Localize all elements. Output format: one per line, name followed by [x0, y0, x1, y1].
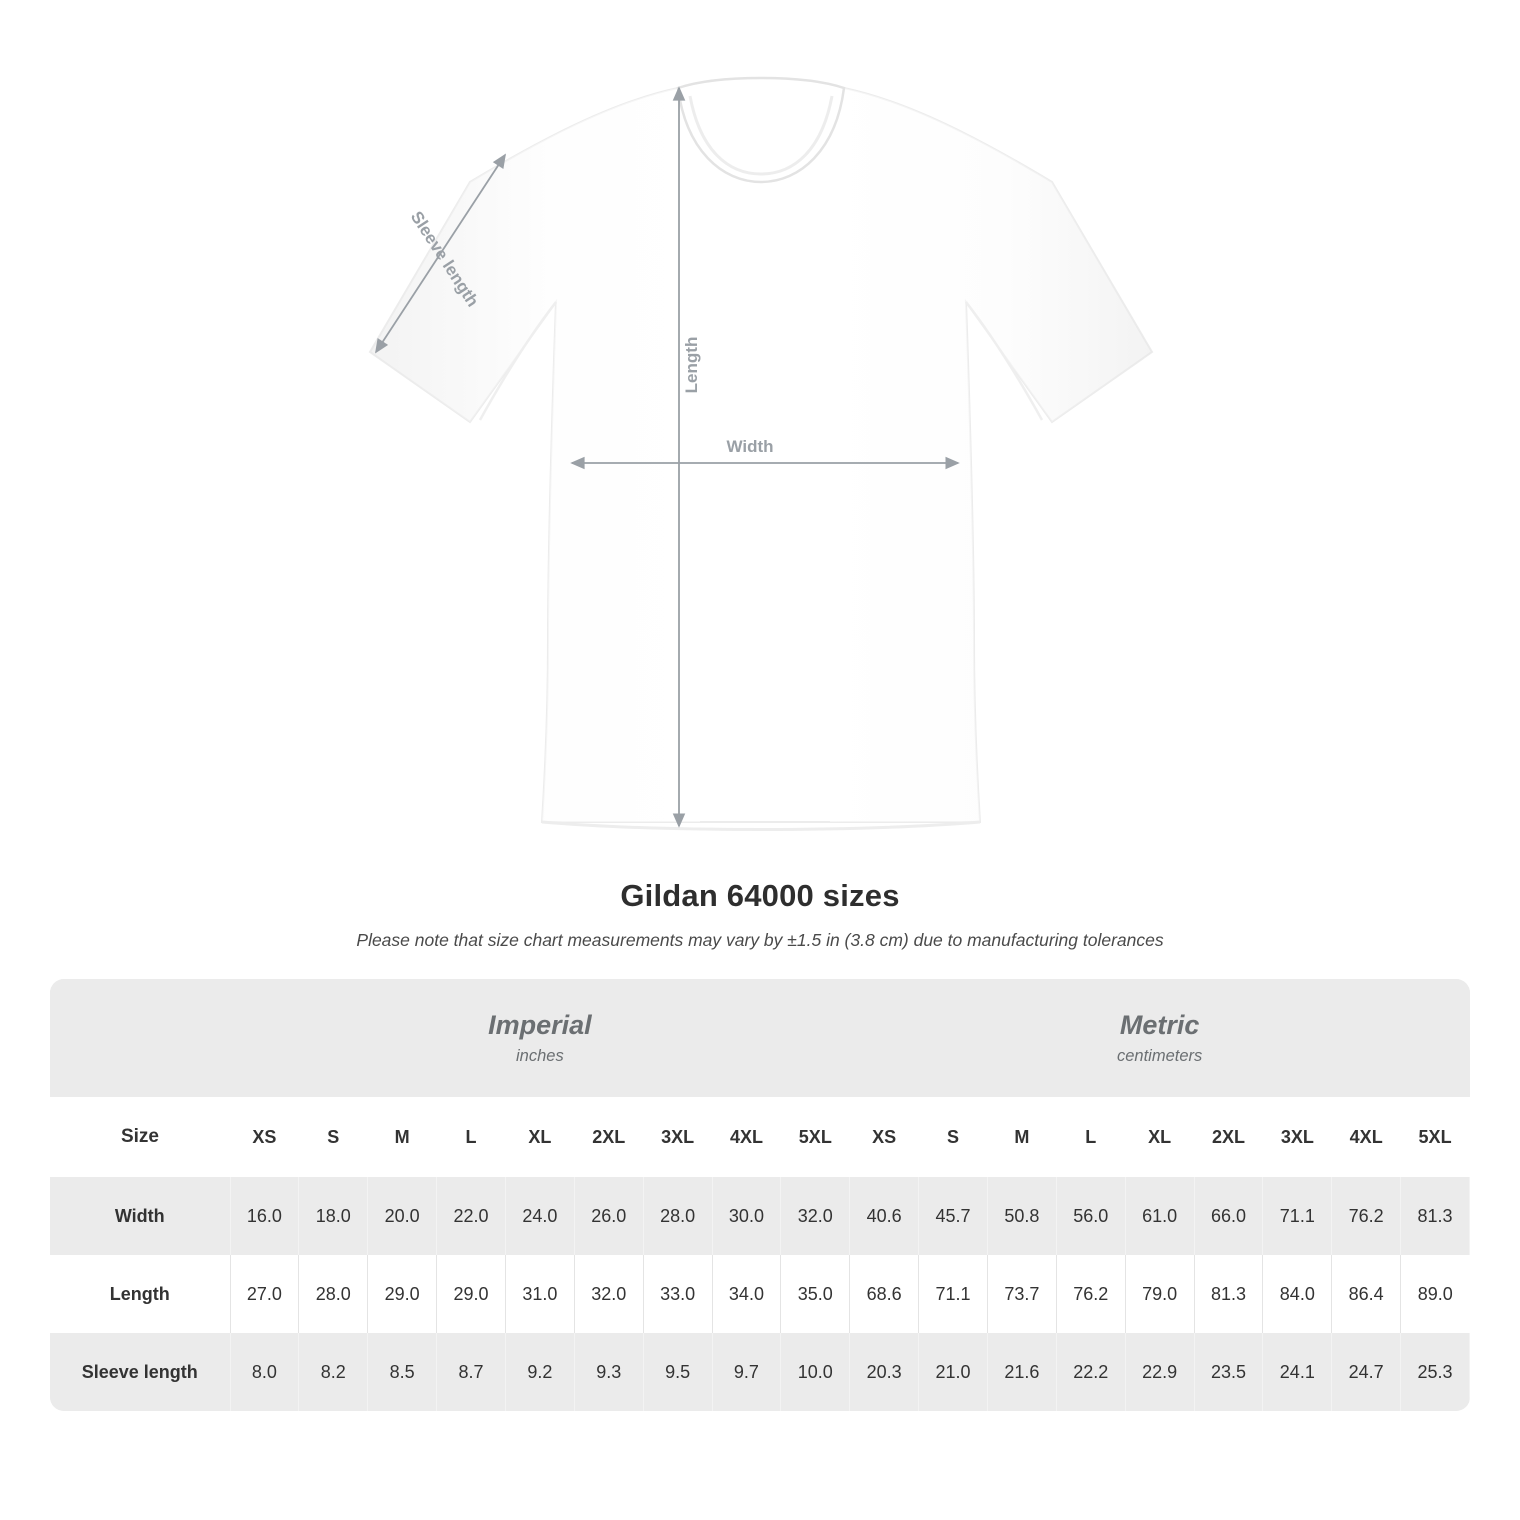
table-row-sleeve-length: [50, 1333, 1470, 1411]
cell-value: 35.0: [781, 1255, 850, 1333]
row-label: Length: [50, 1255, 230, 1333]
unit-metric-sub: centimeters: [1116, 1047, 1203, 1066]
cell-value: 28.0: [643, 1177, 712, 1255]
units-header-row: [50, 979, 1470, 1097]
size-table-container: [50, 979, 1470, 1411]
cell-value: 8.2: [299, 1333, 368, 1411]
cell-value: 73.7: [987, 1255, 1056, 1333]
cell-value: 89.0: [1401, 1255, 1470, 1333]
cell-value: 24.7: [1332, 1333, 1401, 1411]
cell-value: 24.0: [505, 1177, 574, 1255]
size-col-header: 5XL: [781, 1097, 850, 1177]
cell-value: 56.0: [1056, 1177, 1125, 1255]
cell-value: 71.1: [919, 1255, 988, 1333]
cell-value: 68.6: [850, 1255, 919, 1333]
unit-metric-name: Metric: [1119, 1009, 1200, 1040]
size-col-header: XS: [230, 1097, 299, 1177]
row-label: Sleeve length: [50, 1333, 230, 1411]
unit-group-metric: [850, 979, 1470, 1097]
cell-value: 61.0: [1125, 1177, 1194, 1255]
cell-value: 9.5: [643, 1333, 712, 1411]
cell-value: 50.8: [987, 1177, 1056, 1255]
cell-value: 16.0: [230, 1177, 299, 1255]
cell-value: 9.7: [712, 1333, 781, 1411]
label-length: Length: [682, 336, 701, 394]
cell-value: 26.0: [574, 1177, 643, 1255]
cell-value: 24.1: [1263, 1333, 1332, 1411]
table-row-length: [50, 1255, 1470, 1333]
size-col-header: 2XL: [574, 1097, 643, 1177]
cell-value: 9.2: [505, 1333, 574, 1411]
cell-value: 81.3: [1194, 1255, 1263, 1333]
cell-value: 8.7: [437, 1333, 506, 1411]
units-spacer: [50, 979, 230, 1097]
cell-value: 34.0: [712, 1255, 781, 1333]
cell-value: 31.0: [505, 1255, 574, 1333]
table-row-width: [50, 1177, 1470, 1255]
size-col-header: 3XL: [1263, 1097, 1332, 1177]
unit-group-imperial: [230, 979, 850, 1097]
cell-value: 21.0: [919, 1333, 988, 1411]
cell-value: 8.5: [368, 1333, 437, 1411]
unit-imperial-name: Imperial: [488, 1009, 592, 1040]
cell-value: 23.5: [1194, 1333, 1263, 1411]
size-col-header: S: [919, 1097, 988, 1177]
page-title: Gildan 64000 sizes: [620, 878, 900, 913]
cell-value: 30.0: [712, 1177, 781, 1255]
cell-value: 40.6: [850, 1177, 919, 1255]
size-col-header: XS: [850, 1097, 919, 1177]
cell-value: 33.0: [643, 1255, 712, 1333]
size-col-header: 5XL: [1401, 1097, 1470, 1177]
size-header-row: [50, 1097, 1470, 1177]
cell-value: 84.0: [1263, 1255, 1332, 1333]
size-table: [50, 979, 1470, 1411]
cell-value: 76.2: [1332, 1177, 1401, 1255]
cell-value: 22.2: [1056, 1333, 1125, 1411]
cell-value: 9.3: [574, 1333, 643, 1411]
cell-value: 20.3: [850, 1333, 919, 1411]
row-label: Width: [50, 1177, 230, 1255]
size-col-header: 2XL: [1194, 1097, 1263, 1177]
cell-value: 76.2: [1056, 1255, 1125, 1333]
size-col-header: XL: [1125, 1097, 1194, 1177]
cell-value: 45.7: [919, 1177, 988, 1255]
cell-value: 21.6: [987, 1333, 1056, 1411]
size-col-header: M: [368, 1097, 437, 1177]
title-block: [0, 878, 1520, 951]
cell-value: 10.0: [781, 1333, 850, 1411]
cell-value: 28.0: [299, 1255, 368, 1333]
label-width: Width: [726, 437, 774, 456]
cell-value: 71.1: [1263, 1177, 1332, 1255]
size-header-label: Size: [50, 1097, 230, 1177]
tolerance-note: Please note that size chart measurements may vary by ±1.5 in (3.8 cm) due to manufacturing tolerances: [356, 930, 1164, 950]
size-col-header: XL: [505, 1097, 574, 1177]
cell-value: 66.0: [1194, 1177, 1263, 1255]
cell-value: 81.3: [1401, 1177, 1470, 1255]
unit-imperial-sub: inches: [516, 1047, 564, 1066]
cell-value: 79.0: [1125, 1255, 1194, 1333]
cell-value: 27.0: [230, 1255, 299, 1333]
cell-value: 18.0: [299, 1177, 368, 1255]
cell-value: 32.0: [781, 1177, 850, 1255]
size-col-header: 4XL: [712, 1097, 781, 1177]
cell-value: 29.0: [437, 1255, 506, 1333]
label-sleeve-length: Sleeve length: [406, 207, 483, 311]
size-col-header: 4XL: [1332, 1097, 1401, 1177]
cell-value: 22.9: [1125, 1333, 1194, 1411]
cell-value: 32.0: [574, 1255, 643, 1333]
size-col-header: L: [1056, 1097, 1125, 1177]
cell-value: 86.4: [1332, 1255, 1401, 1333]
cell-value: 25.3: [1401, 1333, 1470, 1411]
size-col-header: M: [987, 1097, 1056, 1177]
size-col-header: L: [437, 1097, 506, 1177]
cell-value: 8.0: [230, 1333, 299, 1411]
cell-value: 29.0: [368, 1255, 437, 1333]
size-col-header: 3XL: [643, 1097, 712, 1177]
cell-value: 22.0: [437, 1177, 506, 1255]
size-col-header: S: [299, 1097, 368, 1177]
cell-value: 20.0: [368, 1177, 437, 1255]
